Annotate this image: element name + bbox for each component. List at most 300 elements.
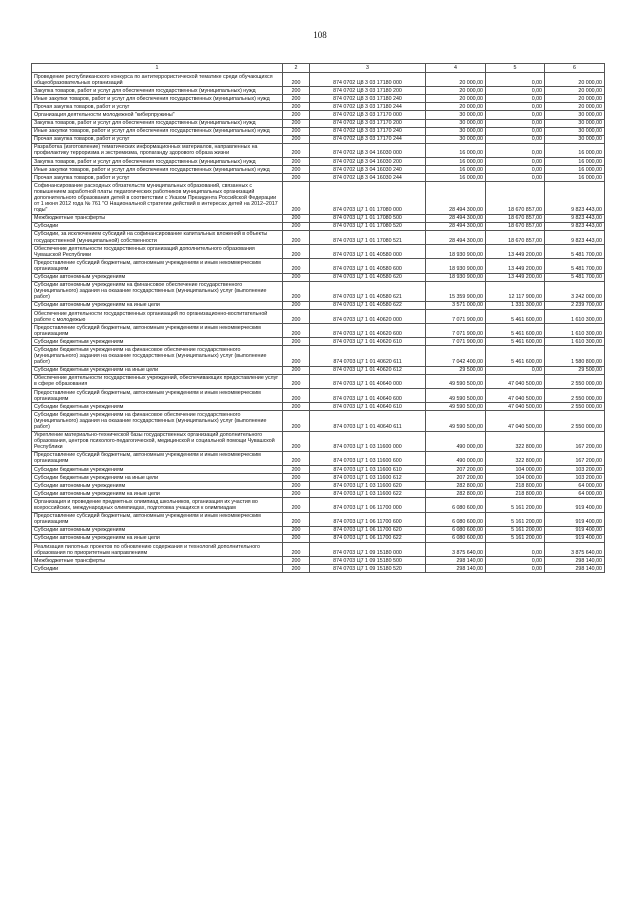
row-budget-code: 874 0702 Ц8 3 03 17180 240 [310, 95, 426, 103]
row-name: Укрепление материально-технической базы государственных организаций дополнительного образования, центров психолого-педагогической, медицинской и социальной помощи Чувашской Республики [32, 431, 283, 451]
row-budget-code: 874 0703 Ц7 1 01 17080 000 [310, 182, 426, 214]
row-budget-code: 874 0702 Ц8 3 04 16030 240 [310, 166, 426, 174]
row-grbs-code: 200 [283, 526, 310, 534]
row-name: Предоставление субсидий бюджетным, автономным учреждениям и иным некоммерческим организациям [32, 451, 283, 465]
row-plan-amount: 49 590 500,00 [426, 411, 486, 431]
row-remainder-amount: 20 000,00 [545, 103, 605, 111]
row-budget-code: 874 0703 Ц7 1 01 40620 600 [310, 324, 426, 338]
row-remainder-amount: 30 000,00 [545, 127, 605, 135]
row-remainder-amount: 919 400,00 [545, 512, 605, 526]
row-budget-code: 874 0703 Ц7 1 01 40640 611 [310, 411, 426, 431]
table-row [32, 474, 605, 482]
row-plan-amount: 28 494 300,00 [426, 214, 486, 222]
row-executed-amount: 13 449 200,00 [486, 273, 545, 281]
row-name: Межбюджетные трансферты [32, 214, 283, 222]
row-grbs-code: 200 [283, 214, 310, 222]
table-row [32, 87, 605, 95]
budget-table-body [32, 64, 605, 573]
row-executed-amount: 18 670 857,00 [486, 214, 545, 222]
row-budget-code: 874 0703 Ц7 1 01 40640 610 [310, 403, 426, 411]
row-name: Субсидии автономным учреждениям на иные цели [32, 490, 283, 498]
column-number: 2 [283, 64, 310, 73]
row-grbs-code: 200 [283, 111, 310, 119]
row-remainder-amount: 919 400,00 [545, 534, 605, 542]
row-name: Субсидии бюджетным учреждениям [32, 466, 283, 474]
row-remainder-amount: 16 000,00 [545, 158, 605, 166]
row-plan-amount: 3 571 000,00 [426, 301, 486, 309]
row-name: Закупка товаров, работ и услуг для обеспечения государственных (муниципальных) нужд [32, 158, 283, 166]
row-remainder-amount: 16 000,00 [545, 143, 605, 157]
row-budget-code: 874 0703 Ц7 1 03 11600 620 [310, 482, 426, 490]
row-budget-code: 874 0703 Ц7 1 01 40640 000 [310, 374, 426, 388]
row-name: Субсидии автономным учреждениям на финансовое обеспечение государственного (муниципального) задания на оказание государственных (муниципальных) услуг (выполнение работ) [32, 281, 283, 301]
row-budget-code: 874 0703 Ц7 1 06 11700 620 [310, 526, 426, 534]
row-name: Прочая закупка товаров, работ и услуг [32, 103, 283, 111]
row-plan-amount: 16 000,00 [426, 166, 486, 174]
row-budget-code: 874 0703 Ц7 1 03 11600 610 [310, 466, 426, 474]
row-budget-code: 874 0703 Ц7 1 03 11600 000 [310, 431, 426, 451]
row-budget-code: 874 0702 Ц8 3 03 17180 000 [310, 73, 426, 87]
row-plan-amount: 49 590 500,00 [426, 374, 486, 388]
row-budget-code: 874 0703 Ц7 1 01 17080 500 [310, 214, 426, 222]
row-plan-amount: 6 080 600,00 [426, 526, 486, 534]
table-row [32, 403, 605, 411]
row-budget-code: 874 0702 Ц8 3 03 17180 244 [310, 103, 426, 111]
row-plan-amount: 28 494 300,00 [426, 222, 486, 230]
row-plan-amount: 20 000,00 [426, 95, 486, 103]
row-executed-amount: 5 461 600,00 [486, 338, 545, 346]
row-remainder-amount: 2 550 000,00 [545, 403, 605, 411]
row-remainder-amount: 9 823 443,00 [545, 230, 605, 244]
row-grbs-code: 200 [283, 273, 310, 281]
row-budget-code: 874 0703 Ц7 1 01 17080 521 [310, 230, 426, 244]
row-remainder-amount: 103 200,00 [545, 466, 605, 474]
row-budget-code: 874 0703 Ц7 1 01 40580 622 [310, 301, 426, 309]
row-remainder-amount: 9 823 443,00 [545, 182, 605, 214]
table-row [32, 127, 605, 135]
table-row [32, 534, 605, 542]
row-plan-amount: 18 930 900,00 [426, 245, 486, 259]
row-budget-code: 874 0702 Ц8 3 04 16030 200 [310, 158, 426, 166]
row-plan-amount: 20 000,00 [426, 103, 486, 111]
table-row [32, 245, 605, 259]
row-budget-code: 874 0703 Ц7 1 06 11700 000 [310, 498, 426, 512]
row-name: Субсидии бюджетным учреждениям [32, 403, 283, 411]
column-number: 1 [32, 64, 283, 73]
table-row [32, 490, 605, 498]
row-name: Иные закупки товаров, работ и услуг для обеспечения государственных (муниципальных) нужд [32, 127, 283, 135]
row-plan-amount: 30 000,00 [426, 119, 486, 127]
table-row [32, 451, 605, 465]
row-remainder-amount: 167 200,00 [545, 451, 605, 465]
row-name: Иные закупки товаров, работ и услуг для обеспечения государственных (муниципальных) нужд [32, 95, 283, 103]
row-plan-amount: 49 590 500,00 [426, 389, 486, 403]
row-executed-amount: 218 800,00 [486, 490, 545, 498]
table-row [32, 512, 605, 526]
row-executed-amount: 12 117 900,00 [486, 281, 545, 301]
row-name: Закупка товаров, работ и услуг для обеспечения государственных (муниципальных) нужд [32, 119, 283, 127]
table-row [32, 230, 605, 244]
row-plan-amount: 30 000,00 [426, 111, 486, 119]
row-name: Софинансирование расходных обязательств муниципальных образований, связанных с повышением заработной платы педагогических работников муниципальных организаций дополнительного образования детей в соответствии с Указом Президента Российской Федерации от 1 июня 2012 года № 761 "О Национальной стратегии действий в интересах детей на 2012–2017 годы" [32, 182, 283, 214]
table-row [32, 374, 605, 388]
table-row [32, 310, 605, 324]
row-grbs-code: 200 [283, 310, 310, 324]
row-grbs-code: 200 [283, 411, 310, 431]
row-executed-amount: 5 161 200,00 [486, 534, 545, 542]
row-grbs-code: 200 [283, 512, 310, 526]
row-remainder-amount: 298 140,00 [545, 565, 605, 573]
row-executed-amount: 0,00 [486, 557, 545, 565]
row-executed-amount: 0,00 [486, 103, 545, 111]
table-row [32, 273, 605, 281]
row-grbs-code: 200 [283, 389, 310, 403]
table-row [32, 103, 605, 111]
row-plan-amount: 16 000,00 [426, 174, 486, 182]
row-plan-amount: 16 000,00 [426, 158, 486, 166]
row-executed-amount: 0,00 [486, 565, 545, 573]
table-row [32, 166, 605, 174]
table-row [32, 111, 605, 119]
row-remainder-amount: 298 140,00 [545, 557, 605, 565]
row-budget-code: 874 0702 Ц8 3 04 16030 244 [310, 174, 426, 182]
row-name: Субсидии автономным учреждениям на иные цели [32, 534, 283, 542]
row-budget-code: 874 0703 Ц7 1 09 15180 500 [310, 557, 426, 565]
row-executed-amount: 104 000,00 [486, 474, 545, 482]
row-remainder-amount: 919 400,00 [545, 498, 605, 512]
row-plan-amount: 282 800,00 [426, 482, 486, 490]
row-remainder-amount: 167 200,00 [545, 431, 605, 451]
row-grbs-code: 200 [283, 534, 310, 542]
row-remainder-amount: 2 550 000,00 [545, 374, 605, 388]
row-executed-amount: 47 040 500,00 [486, 403, 545, 411]
row-grbs-code: 200 [283, 259, 310, 273]
table-row [32, 182, 605, 214]
row-budget-code: 874 0703 Ц7 1 01 40620 610 [310, 338, 426, 346]
row-budget-code: 874 0703 Ц7 1 01 40620 611 [310, 346, 426, 366]
row-remainder-amount: 16 000,00 [545, 174, 605, 182]
row-budget-code: 874 0702 Ц8 3 03 17170 200 [310, 119, 426, 127]
table-row [32, 431, 605, 451]
row-executed-amount: 218 800,00 [486, 482, 545, 490]
row-plan-amount: 7 042 400,00 [426, 346, 486, 366]
row-plan-amount: 28 494 300,00 [426, 230, 486, 244]
table-row [32, 135, 605, 143]
row-grbs-code: 200 [283, 230, 310, 244]
row-plan-amount: 28 494 300,00 [426, 182, 486, 214]
row-remainder-amount: 29 500,00 [545, 366, 605, 374]
row-budget-code: 874 0702 Ц8 3 03 17170 240 [310, 127, 426, 135]
row-plan-amount: 7 071 900,00 [426, 338, 486, 346]
table-row [32, 259, 605, 273]
row-plan-amount: 16 000,00 [426, 143, 486, 157]
row-name: Обеспечение деятельности государственных организаций дополнительного образования Чувашской Республики [32, 245, 283, 259]
column-number: 6 [545, 64, 605, 73]
table-row [32, 158, 605, 166]
table-row [32, 466, 605, 474]
row-plan-amount: 490 000,00 [426, 431, 486, 451]
row-name: Предоставление субсидий бюджетным, автономным учреждениям и иным некоммерческим организациям [32, 512, 283, 526]
row-name: Обеспечение деятельности государственных организаций по организационно-воспитательной работе с молодежью [32, 310, 283, 324]
row-executed-amount: 322 800,00 [486, 451, 545, 465]
row-remainder-amount: 30 000,00 [545, 135, 605, 143]
row-plan-amount: 6 080 600,00 [426, 512, 486, 526]
row-name: Предоставление субсидий бюджетным, автономным учреждениям и иным некоммерческим организациям [32, 324, 283, 338]
row-remainder-amount: 30 000,00 [545, 111, 605, 119]
row-executed-amount: 0,00 [486, 166, 545, 174]
row-grbs-code: 200 [283, 119, 310, 127]
row-grbs-code: 200 [283, 374, 310, 388]
row-grbs-code: 200 [283, 301, 310, 309]
row-grbs-code: 200 [283, 158, 310, 166]
page-number: 108 [313, 30, 327, 40]
row-executed-amount: 47 040 500,00 [486, 374, 545, 388]
table-row [32, 526, 605, 534]
row-grbs-code: 200 [283, 482, 310, 490]
row-budget-code: 874 0703 Ц7 1 01 40620 000 [310, 310, 426, 324]
row-plan-amount: 15 359 900,00 [426, 281, 486, 301]
row-executed-amount: 104 000,00 [486, 466, 545, 474]
row-grbs-code: 200 [283, 366, 310, 374]
row-remainder-amount: 64 000,00 [545, 482, 605, 490]
row-name: Субсидии бюджетным учреждениям на иные цели [32, 474, 283, 482]
column-number-row [32, 64, 605, 73]
row-plan-amount: 29 500,00 [426, 366, 486, 374]
row-budget-code: 874 0703 Ц7 1 03 11600 600 [310, 451, 426, 465]
row-executed-amount: 0,00 [486, 366, 545, 374]
row-plan-amount: 49 590 500,00 [426, 403, 486, 411]
row-remainder-amount: 64 000,00 [545, 490, 605, 498]
row-grbs-code: 200 [283, 543, 310, 557]
row-name: Субсидии [32, 222, 283, 230]
row-name: Субсидии, за исключением субсидий на софинансирование капитальных вложений в объекты государственной (муниципальной) собственности [32, 230, 283, 244]
row-plan-amount: 18 930 900,00 [426, 273, 486, 281]
row-remainder-amount: 20 000,00 [545, 73, 605, 87]
row-plan-amount: 207 200,00 [426, 474, 486, 482]
row-name: Субсидии бюджетным учреждениям на иные цели [32, 366, 283, 374]
row-grbs-code: 200 [283, 338, 310, 346]
row-remainder-amount: 1 610 300,00 [545, 324, 605, 338]
row-grbs-code: 200 [283, 451, 310, 465]
row-name: Обеспечение деятельности государственных учреждений, обеспечивающих предоставление услуг в сфере образования [32, 374, 283, 388]
row-grbs-code: 200 [283, 222, 310, 230]
row-remainder-amount: 16 000,00 [545, 166, 605, 174]
row-budget-code: 874 0703 Ц7 1 01 40620 612 [310, 366, 426, 374]
row-name: Прочая закупка товаров, работ и услуг [32, 135, 283, 143]
table-row [32, 214, 605, 222]
row-plan-amount: 7 071 900,00 [426, 310, 486, 324]
row-grbs-code: 200 [283, 73, 310, 87]
row-executed-amount: 0,00 [486, 143, 545, 157]
table-row [32, 281, 605, 301]
row-budget-code: 874 0703 Ц7 1 09 15180 000 [310, 543, 426, 557]
row-remainder-amount: 20 000,00 [545, 95, 605, 103]
row-remainder-amount: 1 610 300,00 [545, 310, 605, 324]
row-name: Субсидии бюджетным учреждениям на финансовое обеспечение государственного (муниципального) задания на оказание государственных (муниципальных) услуг (выполнение работ) [32, 411, 283, 431]
row-grbs-code: 200 [283, 403, 310, 411]
row-plan-amount: 490 000,00 [426, 451, 486, 465]
row-budget-code: 874 0703 Ц7 1 01 40580 000 [310, 245, 426, 259]
row-remainder-amount: 2 239 700,00 [545, 301, 605, 309]
table-row [32, 95, 605, 103]
row-grbs-code: 200 [283, 103, 310, 111]
row-executed-amount: 47 040 500,00 [486, 389, 545, 403]
row-remainder-amount: 9 823 443,00 [545, 222, 605, 230]
row-plan-amount: 20 000,00 [426, 87, 486, 95]
row-remainder-amount: 1 580 800,00 [545, 346, 605, 366]
row-budget-code: 874 0703 Ц7 1 01 40580 621 [310, 281, 426, 301]
row-grbs-code: 200 [283, 565, 310, 573]
table-row [32, 543, 605, 557]
row-name: Субсидии бюджетным учреждениям [32, 338, 283, 346]
row-name: Субсидии [32, 565, 283, 573]
row-budget-code: 874 0703 Ц7 1 06 11700 622 [310, 534, 426, 542]
row-executed-amount: 5 461 600,00 [486, 346, 545, 366]
row-executed-amount: 0,00 [486, 174, 545, 182]
row-budget-code: 874 0703 Ц7 1 01 40580 620 [310, 273, 426, 281]
row-executed-amount: 0,00 [486, 87, 545, 95]
row-executed-amount: 1 331 300,00 [486, 301, 545, 309]
row-plan-amount: 7 071 900,00 [426, 324, 486, 338]
row-name: Организация и проведение предметных олимпиад школьников, организация их участия во всероссийских, международных олимпиадах, подготовка учащихся к олимпиадам [32, 498, 283, 512]
row-name: Субсидии автономным учреждениям [32, 526, 283, 534]
row-executed-amount: 0,00 [486, 135, 545, 143]
row-executed-amount: 18 670 857,00 [486, 182, 545, 214]
row-budget-code: 874 0703 Ц7 1 09 15180 520 [310, 565, 426, 573]
row-remainder-amount: 2 550 000,00 [545, 389, 605, 403]
table-row [32, 389, 605, 403]
row-plan-amount: 30 000,00 [426, 135, 486, 143]
budget-table [31, 63, 605, 573]
table-row [32, 498, 605, 512]
row-budget-code: 874 0703 Ц7 1 01 17080 520 [310, 222, 426, 230]
row-remainder-amount: 5 481 700,00 [545, 259, 605, 273]
row-executed-amount: 0,00 [486, 158, 545, 166]
table-row [32, 174, 605, 182]
column-number: 3 [310, 64, 426, 73]
row-grbs-code: 200 [283, 245, 310, 259]
table-row [32, 324, 605, 338]
row-name: Субсидии автономным учреждениям [32, 482, 283, 490]
table-row [32, 73, 605, 87]
column-number: 4 [426, 64, 486, 73]
row-name: Предоставление субсидий бюджетным, автономным учреждениям и иным некоммерческим организациям [32, 259, 283, 273]
row-plan-amount: 207 200,00 [426, 466, 486, 474]
row-executed-amount: 5 161 200,00 [486, 498, 545, 512]
row-plan-amount: 282 800,00 [426, 490, 486, 498]
row-executed-amount: 18 670 857,00 [486, 222, 545, 230]
row-remainder-amount: 1 610 300,00 [545, 338, 605, 346]
row-executed-amount: 0,00 [486, 111, 545, 119]
table-row [32, 411, 605, 431]
row-budget-code: 874 0703 Ц7 1 06 11700 600 [310, 512, 426, 526]
row-name: Субсидии бюджетным учреждениям на финансовое обеспечение государственного (муниципального) задания на оказание государственных (муниципальных) услуг (выполнение работ) [32, 346, 283, 366]
row-grbs-code: 200 [283, 498, 310, 512]
row-remainder-amount: 3 875 640,00 [545, 543, 605, 557]
row-budget-code: 874 0702 Ц8 3 03 17170 000 [310, 111, 426, 119]
row-executed-amount: 0,00 [486, 73, 545, 87]
row-name: Закупка товаров, работ и услуг для обеспечения государственных (муниципальных) нужд [32, 87, 283, 95]
row-executed-amount: 47 040 500,00 [486, 411, 545, 431]
table-row [32, 565, 605, 573]
row-grbs-code: 200 [283, 135, 310, 143]
row-grbs-code: 200 [283, 143, 310, 157]
row-executed-amount: 0,00 [486, 95, 545, 103]
row-plan-amount: 6 080 600,00 [426, 534, 486, 542]
row-remainder-amount: 9 823 443,00 [545, 214, 605, 222]
row-grbs-code: 200 [283, 127, 310, 135]
row-name: Иные закупки товаров, работ и услуг для обеспечения государственных (муниципальных) нужд [32, 166, 283, 174]
row-plan-amount: 298 140,00 [426, 565, 486, 573]
table-row [32, 119, 605, 127]
row-plan-amount: 298 140,00 [426, 557, 486, 565]
row-grbs-code: 200 [283, 281, 310, 301]
row-grbs-code: 200 [283, 490, 310, 498]
row-name: Разработка (изготовление) тематических информационных материалов, направленных на профилактику терроризма и экстремизма, пропаганду здорового образа жизни [32, 143, 283, 157]
row-remainder-amount: 30 000,00 [545, 119, 605, 127]
row-plan-amount: 6 080 600,00 [426, 498, 486, 512]
row-grbs-code: 200 [283, 431, 310, 451]
row-remainder-amount: 103 200,00 [545, 474, 605, 482]
row-name: Субсидии автономным учреждениям [32, 273, 283, 281]
row-name: Проведение республиканского конкурса по антитеррористической тематике среди обучающихся общеобразовательных организаций [32, 73, 283, 87]
row-remainder-amount: 3 242 000,00 [545, 281, 605, 301]
row-executed-amount: 0,00 [486, 127, 545, 135]
row-executed-amount: 18 670 857,00 [486, 230, 545, 244]
row-grbs-code: 200 [283, 87, 310, 95]
row-remainder-amount: 5 481 700,00 [545, 273, 605, 281]
row-executed-amount: 13 449 200,00 [486, 259, 545, 273]
row-executed-amount: 5 161 200,00 [486, 512, 545, 526]
row-name: Реализация пилотных проектов по обновлению содержания и технологий дополнительного образования по приоритетным направлениям [32, 543, 283, 557]
table-row [32, 346, 605, 366]
row-grbs-code: 200 [283, 346, 310, 366]
row-grbs-code: 200 [283, 324, 310, 338]
table-row [32, 338, 605, 346]
table-row [32, 366, 605, 374]
row-name: Организация деятельности молодежной "киберпружины" [32, 111, 283, 119]
row-executed-amount: 5 461 600,00 [486, 310, 545, 324]
row-budget-code: 874 0703 Ц7 1 01 40640 600 [310, 389, 426, 403]
row-executed-amount: 0,00 [486, 119, 545, 127]
row-grbs-code: 200 [283, 474, 310, 482]
row-executed-amount: 0,00 [486, 543, 545, 557]
row-budget-code: 874 0702 Ц8 3 04 16030 000 [310, 143, 426, 157]
row-executed-amount: 5 161 200,00 [486, 526, 545, 534]
table-row [32, 557, 605, 565]
row-remainder-amount: 919 400,00 [545, 526, 605, 534]
row-grbs-code: 200 [283, 557, 310, 565]
table-row [32, 301, 605, 309]
row-grbs-code: 200 [283, 174, 310, 182]
row-plan-amount: 20 000,00 [426, 73, 486, 87]
row-remainder-amount: 20 000,00 [545, 87, 605, 95]
row-name: Предоставление субсидий бюджетным, автономным учреждениям и иным некоммерческим организациям [32, 389, 283, 403]
row-budget-code: 874 0703 Ц7 1 03 11600 612 [310, 474, 426, 482]
row-remainder-amount: 5 481 700,00 [545, 245, 605, 259]
row-budget-code: 874 0703 Ц7 1 03 11600 622 [310, 490, 426, 498]
row-executed-amount: 322 800,00 [486, 431, 545, 451]
row-budget-code: 874 0702 Ц8 3 03 17170 244 [310, 135, 426, 143]
row-name: Межбюджетные трансферты [32, 557, 283, 565]
row-grbs-code: 200 [283, 95, 310, 103]
table-row [32, 143, 605, 157]
row-plan-amount: 30 000,00 [426, 127, 486, 135]
row-grbs-code: 200 [283, 466, 310, 474]
table-row [32, 482, 605, 490]
row-name: Прочая закупка товаров, работ и услуг [32, 174, 283, 182]
row-budget-code: 874 0702 Ц8 3 03 17180 200 [310, 87, 426, 95]
